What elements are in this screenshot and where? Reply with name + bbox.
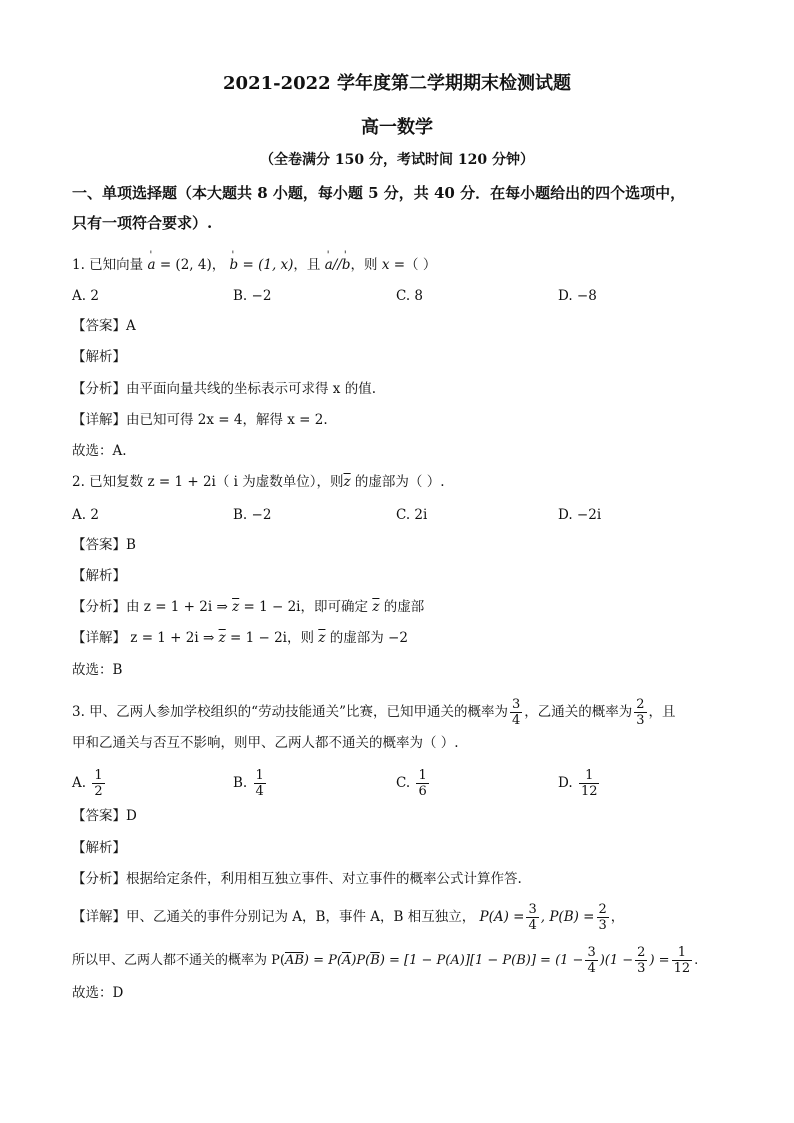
q3-detail-pb-den: 3: [598, 918, 607, 933]
q3-option-c-label: C.: [396, 775, 411, 791]
q3-calc-f2-num: 2: [637, 945, 646, 960]
q3-detail-pa-num: 3: [528, 902, 537, 917]
q1-analysis-label: 【解析】: [72, 349, 126, 365]
q2-fenxi: [72, 597, 424, 617]
q1-option-d: D. −8: [558, 288, 597, 304]
q3-detail-pa: P(A) =: [475, 909, 525, 925]
exam-subject: 高一数学: [361, 117, 433, 138]
q3-option-b-label: B.: [233, 775, 248, 791]
q1-parallel-op: //: [332, 257, 342, 273]
q2-option-c: C. 2i: [396, 507, 428, 523]
q3-option-a: [72, 768, 107, 799]
q2-choose: 故选：B: [72, 662, 123, 678]
q3-fenxi: 【分析】根据给定条件，利用相互独立事件、对立事件的概率公式计算作答.: [72, 871, 522, 887]
q3-p1-den: 4: [511, 713, 521, 728]
q1-parallel-a: ' a: [325, 255, 333, 275]
q3-detail-pb-frac: [597, 902, 609, 933]
q3-option-d-num: 1: [579, 768, 600, 784]
q3-calc-res-num: 1: [672, 945, 693, 961]
q3-calc-d: ) = [1 − P(A)][1 − P(B)] = (1 −: [379, 953, 584, 968]
q2-option-a: A. 2: [72, 507, 99, 523]
q3-calc-f2-den: 3: [637, 961, 646, 976]
q2-option-d: D. −2i: [558, 507, 602, 523]
q2-fenxi-b: = 1 − 2i，即可确定: [239, 599, 369, 615]
q3-stem-line2: 甲和乙通关与否互不影响，则甲、乙两人都不通关的概率为（ ）.: [72, 735, 459, 751]
q3-calc-f1-den: 4: [587, 961, 596, 976]
q2-stem-text: 2. 已知复数 z = 1 + 2i（ i 为虚数单位），则: [72, 474, 344, 490]
q1-vector-a: ' a: [147, 255, 155, 275]
q3-option-c-den: 6: [418, 784, 427, 799]
q3-calc-ab-bar: $\overline{AB}$: [284, 953, 304, 968]
q2-detail-b: = 1 − 2i，则: [225, 630, 315, 646]
q3-option-c-num: 1: [418, 768, 427, 783]
q3-option-b-frac: [254, 768, 266, 799]
q3-option-a-label: A.: [72, 775, 87, 791]
q3-calc-f1-num: 3: [587, 945, 596, 960]
q3-detail-end: ，: [610, 909, 625, 925]
q3-calc-frac2: [635, 945, 647, 976]
q3-option-a-frac: [92, 768, 104, 799]
q1-vector-b-value: = (1, x): [238, 257, 294, 273]
q1-answer: 【答案】A: [72, 318, 136, 334]
q3-stem-c: ，且: [648, 704, 676, 720]
q3-calc-bbar: $\overline{B}$: [370, 953, 380, 968]
q3-analysis-label: 【解析】: [72, 840, 126, 856]
q3-option-c: [396, 768, 431, 799]
q3-option-a-den: 2: [94, 784, 103, 799]
q1-ask-end: =（ ）: [389, 257, 437, 273]
q2-detail: [72, 628, 408, 648]
q3-option-d-frac: [579, 768, 600, 799]
q3-stem-b: ，乙通关的概率为: [524, 704, 633, 720]
q3-detail-pb: , P(B) =: [540, 909, 595, 925]
q3-detail-pa-frac: [526, 902, 538, 933]
q2-zbar: $\overline{z}$: [343, 474, 351, 490]
q3-p2-num: 2: [636, 697, 645, 712]
q2-stem: [72, 472, 445, 492]
q3-calc-result: [672, 945, 693, 976]
q1-option-c: C. 8: [396, 288, 424, 304]
q3-calc-a: 所以甲、乙两人都不通关的概率为 P(: [72, 953, 285, 968]
q2-detail-c: 的虚部为 −2: [325, 630, 408, 646]
q3-option-c-frac: [416, 768, 428, 799]
q3-detail-pa-den: 4: [528, 918, 537, 933]
q3-calc-e: )(1 −: [599, 953, 634, 968]
q3-detail-pb-num: 2: [598, 902, 607, 917]
q1-fenxi: 【分析】由平面向量共线的坐标表示可求得 x 的值.: [72, 381, 376, 397]
q3-calc-frac1: [585, 945, 597, 976]
q3-answer: 【答案】D: [72, 808, 137, 824]
q3-calc-f: ) =: [649, 953, 670, 968]
q1-choose: 故选：A.: [72, 443, 127, 459]
q3-option-d-label: D.: [558, 775, 573, 791]
q1-option-b: B. −2: [233, 288, 272, 304]
q3-option-a-num: 1: [94, 768, 103, 783]
q3-option-b: [233, 768, 268, 799]
q3-p2-den: 3: [636, 713, 645, 728]
q2-detail-a: 【详解】 z = 1 + 2i ⇒: [72, 630, 215, 646]
q3-option-d-den: 12: [580, 784, 598, 799]
q3-calc-res-den: 12: [673, 961, 691, 976]
q2-fenxi-a: 【分析】由 z = 1 + 2i ⇒: [72, 599, 228, 615]
q3-fraction-p2: [634, 697, 646, 728]
q1-sep2: ，且: [293, 257, 321, 273]
q1-parallel-b: ' b: [342, 255, 351, 275]
q1-stem: [72, 255, 436, 275]
q3-detail: [72, 902, 624, 933]
q3-option-b-den: 4: [255, 784, 264, 799]
q3-p1-num: 3: [511, 697, 521, 712]
q3-choose: 故选：D: [72, 985, 124, 1001]
q3-calc-c: )P(: [351, 953, 371, 968]
q3-detail-a: 【详解】甲、乙通关的事件分别记为 A，B，事件 A，B 相互独立，: [72, 909, 476, 925]
q3-stem: [72, 697, 676, 728]
q2-fenxi-zbar: $\overline{z}$: [232, 599, 240, 615]
exam-note: （全卷满分 150 分，考试时间 120 分钟）: [260, 152, 534, 168]
exam-title: 2021-2022 学年度第二学期期末检测试题: [223, 73, 571, 94]
q1-vector-b: ' b: [230, 255, 239, 275]
q1-stem-text: 1. 已知向量: [72, 257, 144, 273]
q2-option-b: B. −2: [233, 507, 272, 523]
q3-option-d: [558, 768, 601, 799]
q1-vector-a-value: = (2, 4): [155, 257, 212, 273]
q2-stem-end: 的虚部为（ ）.: [350, 474, 445, 490]
q1-var: x: [381, 257, 390, 273]
q3-calc-abar: $\overline{A}$: [341, 953, 352, 968]
q2-detail-zbar: $\overline{z}$: [218, 630, 226, 646]
q3-calc-end: .: [694, 953, 699, 968]
q3-stem-a: 3. 甲、乙两人参加学校组织的“劳动技能通关”比赛，已知甲通关的概率为: [72, 704, 508, 720]
section-heading-line2: 只有一项符合要求）.: [72, 214, 213, 232]
q2-answer: 【答案】B: [72, 537, 136, 553]
q3-calculation: [72, 945, 698, 976]
q3-option-b-num: 1: [255, 768, 264, 783]
q1-ask: ，则: [350, 257, 378, 273]
q2-fenxi-c: 的虚部: [379, 599, 425, 615]
q1-sep1: ，: [211, 257, 226, 273]
q2-analysis-label: 【解析】: [72, 568, 126, 584]
q2-detail-zbar2: $\overline{z}$: [318, 630, 326, 646]
q3-calc-b: ) = P(: [303, 953, 342, 968]
section-heading-line1: 一、单项选择题（本大题共 8 小题，每小题 5 分，共 40 分．在每小题给出的四个选项中，: [72, 184, 686, 202]
q1-detail: 【详解】由已知可得 2x = 4，解得 x = 2.: [72, 412, 328, 428]
q1-option-a: A. 2: [72, 288, 99, 304]
q3-fraction-p1: [510, 697, 522, 728]
q2-fenxi-zbar2: $\overline{z}$: [372, 599, 380, 615]
